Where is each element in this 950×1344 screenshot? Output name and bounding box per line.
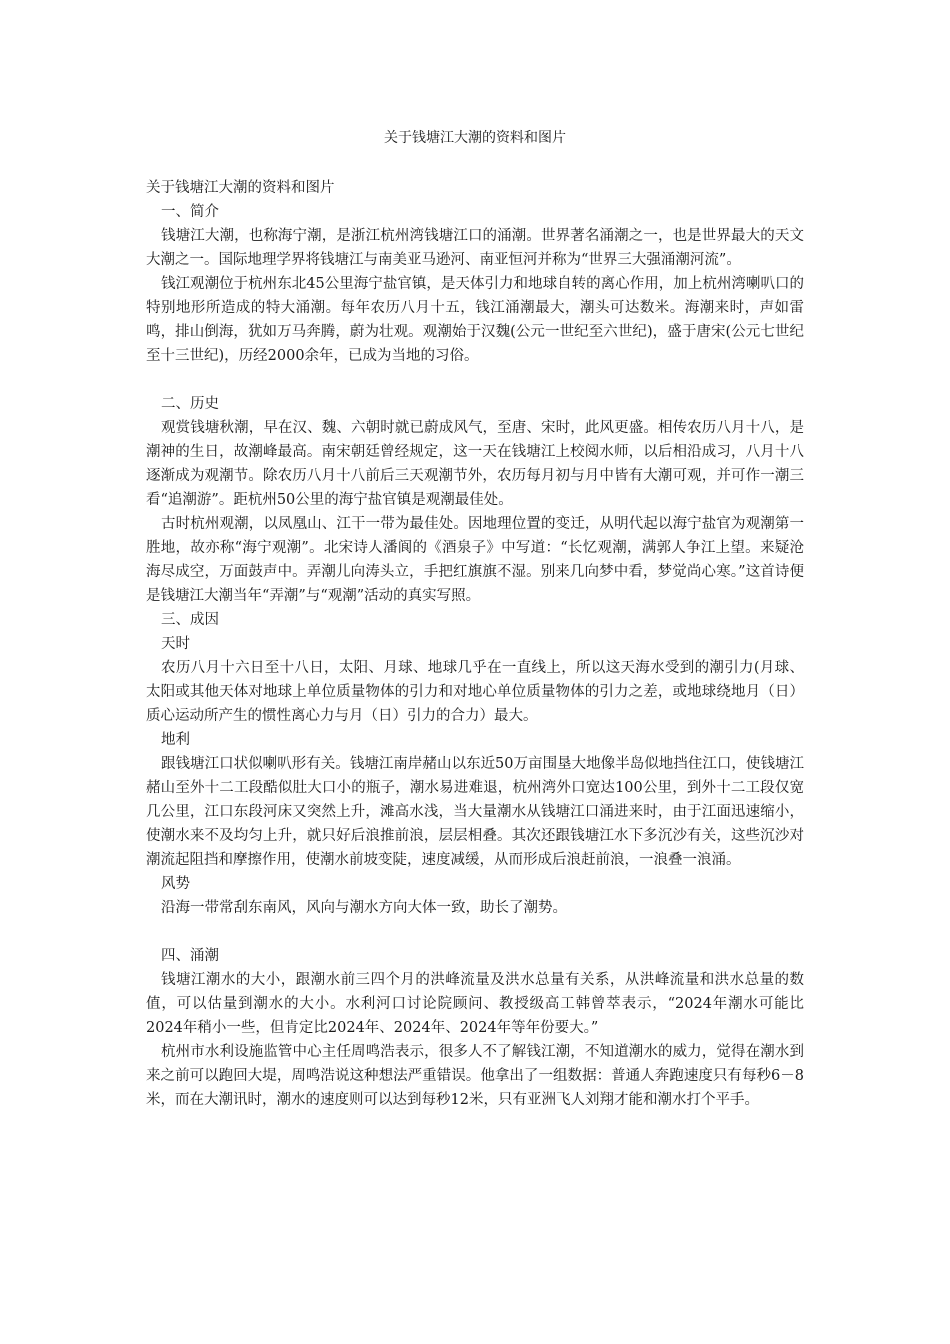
document-title: 关于钱塘江大潮的资料和图片 xyxy=(384,130,566,146)
document-body xyxy=(146,176,804,1112)
section-heading-causes: 三、成因 xyxy=(161,612,219,628)
section-heading-surge: 四、涌潮 xyxy=(161,948,219,964)
surge-paragraph-2: 杭州市水利设施监管中心主任周鸣浩表示，很多人不了解钱江潮，不知道潮水的威力，觉得在潮水到来之前可以跑回大堤，周鸣浩说这种想法严重错误。他拿出了一组数据：普通人奔跑速度只有每秒6－8米，而在大潮讯时，潮水的速度则可以达到每秒12米，只有亚洲飞人刘翔才能和潮水打个平手。 xyxy=(146,1044,804,1108)
subheading-timing: 天时 xyxy=(161,636,190,652)
subheading-terrain: 地利 xyxy=(161,732,190,748)
causes-paragraph-terrain: 跟钱塘江口状似喇叭形有关。钱塘江南岸赭山以东近50万亩围垦大地像半岛似地挡住江口，使钱塘江赭山至外十二工段酷似肚大口小的瓶子，潮水易进难退，杭州湾外口宽达100公里，到外十二工段仅宽几公里，江口东段河床又突然上升，滩高水浅，当大量潮水从钱塘江口涌进来时，由于江面迅速缩小，使潮水来不及均匀上升，就只好后浪推前浪，层层相叠。其次还跟钱塘江水下多沉沙有关，这些沉沙对潮流起阻挡和摩擦作用，使潮水前坡变陡，速度减缓，从而形成后浪赶前浪，一浪叠一浪涌。 xyxy=(146,756,804,868)
intro-paragraph-1: 钱塘江大潮，也称海宁潮，是浙江杭州湾钱塘江口的涌潮。世界著名涌潮之一，也是世界最大的天文大潮之一。国际地理学界将钱塘江与南美亚马逊河、南亚恒河并称为“世界三大强涌潮河流”。 xyxy=(146,228,804,268)
surge-paragraph-1: 钱塘江潮水的大小，跟潮水前三四个月的洪峰流量及洪水总量有关系，从洪峰流量和洪水总量的数值，可以估量到潮水的大小。水利河口讨论院顾问、教授级高工韩曾萃表示，“2024年潮水可能比2024年稍小一些，但肯定比2024年、2024年、2024年等年份要大。” xyxy=(146,972,804,1036)
causes-paragraph-wind: 沿海一带常刮东南风，风向与潮水方向大体一致，助长了潮势。 xyxy=(161,900,567,916)
subheading-wind: 风势 xyxy=(161,876,190,892)
section-spacer xyxy=(146,920,804,944)
section-heading-history: 二、历史 xyxy=(161,396,219,412)
history-paragraph-2: 古时杭州观潮，以凤凰山、江干一带为最佳处。因地理位置的变迁，从明代起以海宁盐官为观潮第一胜地，故亦称“海宁观潮”。北宋诗人潘阆的《酒泉子》中写道：“长忆观潮，满郭人争江上望。来疑沧海尽成空，万面鼓声中。弄潮儿向涛头立，手把红旗旗不湿。别来几向梦中看，梦觉尚心寒。”这首诗便是钱塘江大潮当年“弄潮”与“观潮”活动的真实写照。 xyxy=(146,516,804,604)
lead-line: 关于钱塘江大潮的资料和图片 xyxy=(146,180,335,196)
history-paragraph-1: 观赏钱塘秋潮，早在汉、魏、六朝时就已蔚成风气，至唐、宋时，此风更盛。相传农历八月十八，是潮神的生日，故潮峰最高。南宋朝廷曾经规定，这一天在钱塘江上校阅水师，以后相沿成习，八月十八逐渐成为观潮节。除农历八月十八前后三天观潮节外，农历每月初与月中皆有大潮可观，并可作一潮三看“追潮游”。距杭州50公里的海宁盐官镇是观潮最佳处。 xyxy=(146,420,804,508)
intro-paragraph-2: 钱江观潮位于杭州东北45公里海宁盐官镇，是天体引力和地球自转的离心作用，加上杭州湾喇叭口的特别地形所造成的特大涌潮。每年农历八月十五，钱江涌潮最大，潮头可达数米。海潮来时，声如雷鸣，排山倒海，犹如万马奔腾，蔚为壮观。观潮始于汉魏(公元一世纪至六世纪)，盛于唐宋(公元七世纪至十三世纪)，历经2000余年，已成为当地的习俗。 xyxy=(146,276,804,364)
section-spacer xyxy=(146,368,804,392)
causes-paragraph-timing: 农历八月十六日至十八日，太阳、月球、地球几乎在一直线上，所以这天海水受到的潮引力(月球、太阳或其他天体对地球上单位质量物体的引力和对地心单位质量物体的引力之差，或地球绕地月（日）质心运动所产生的惯性离心力与月（日）引力的合力）最大。 xyxy=(146,660,804,724)
section-heading-intro: 一、简介 xyxy=(161,204,219,220)
